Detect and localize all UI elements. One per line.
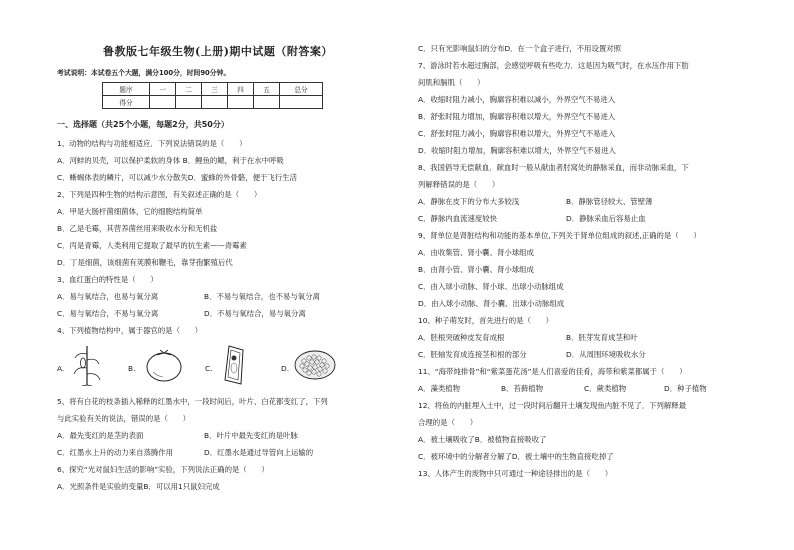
option-line: D．不易与氧结合，易与氧分离 — [204, 309, 306, 318]
figure-label: A. — [57, 364, 65, 373]
question-line: 5、将有白花的枝条插入稀释的红墨水中，一段时间后，叶片、白花都变红了，下列 — [57, 397, 328, 406]
score-table-score-row — [103, 96, 323, 109]
option-line: A．河蚌的贝壳，可以保护柔软的身体 B．鲤鱼的鳃，利于在水中呼吸 — [57, 156, 284, 165]
option-line: A．易与氧结合，也易与氧分离 — [57, 292, 159, 301]
option-line: C．易与氧结合，不易与氧分离 — [57, 309, 159, 318]
question-line: 4、下列植物结构中，属于器官的是（ ） — [57, 326, 203, 335]
option-line: B．乙是毛霉，其营养菌丝用来吸收水分和无机盐 — [57, 224, 218, 233]
question-line: 2、下列是四种生物的结构示意图，有关叙述正确的是（ ） — [57, 190, 262, 199]
question-line: 10、种子萌发时，首先进行的是（ ） — [418, 316, 554, 325]
question-line: 3、血红蛋白的特性是（ ） — [57, 275, 158, 284]
option-line: D．静脉采血后容易止血 — [566, 214, 646, 223]
score-cell-empty — [202, 96, 228, 109]
question-line: 9、肾单位是肾脏结构和功能的基本单位,下列关于肾单位组成的叙述,正确的是（ ） — [418, 231, 701, 240]
option-line: C．被环境中的分解者分解了D．被土壤中的生物直接吃掉了 — [418, 452, 614, 461]
option-line: A．被土壤吸收了B．被植物直接吸收了 — [418, 435, 547, 444]
option-line: D．由入球小动脉、肾小囊、出球小动脉组成 — [418, 299, 565, 308]
option-line: B．胚芽发育成茎和叶 — [566, 333, 638, 342]
score-cell-empty — [150, 96, 176, 109]
option-line: C．蕨类植物 — [584, 384, 627, 393]
option-line: B．舒张时阻力增加，胸廓容积难以增大，外界空气不易进入 — [418, 112, 616, 121]
question-line: 8、我国倡导无偿献血．献血时一般从献血者肘窝处的静脉采血，而非动脉采血，下 — [418, 163, 689, 172]
option-line: C．静脉内血流速度较快 — [418, 214, 498, 223]
question-line: 1、动物的结构与功能相适应．下列说法错误的是（ ） — [57, 139, 247, 148]
option-line: A．最先变红的是茎的表面 — [57, 431, 144, 440]
score-cell: 得分 — [103, 96, 150, 109]
score-cell-empty — [176, 96, 202, 109]
section-heading: 一、选择题（共25个小题，每题2分，共50分） — [57, 120, 229, 129]
score-cell: 二 — [176, 83, 202, 96]
option-line: A．胚根突破种皮发育成根 — [418, 333, 505, 342]
option-line: D．收缩时阻力增加，胸廓容积难以增大，外界空气不易进入 — [418, 146, 616, 155]
figure-label: C. — [205, 364, 213, 373]
option-line: A．甲是大肠杆菌细菌体，它的细胞结构简单 — [57, 207, 203, 216]
score-table-header-row — [103, 83, 323, 96]
option-line: D．红墨水是通过导管向上运输的 — [204, 448, 314, 457]
question-line: 列解释错误的是（ ） — [418, 180, 500, 189]
option-line: B．叶片中最先变红的是叶脉 — [204, 431, 298, 440]
question-line: 与此实验有关的说法，错误的是（ ） — [57, 414, 191, 423]
score-table — [102, 82, 323, 109]
question-line: 12、将鱼的内脏埋入土中，过一段时间后翻开土壤发现鱼内脏不见了．下列解释最 — [418, 401, 687, 410]
score-cell: 四 — [228, 83, 254, 96]
option-line: A．光照条件是实验的变量B．可以用1只鼠妇完成 — [57, 482, 220, 491]
score-cell: 三 — [202, 83, 228, 96]
option-line: C．由入球小动脉、肾小球、出球小动脉组成 — [418, 282, 564, 291]
score-cell-empty — [228, 96, 254, 109]
option-line: C．蜥蜴体表的鳞片，可以减少水分散失D．蜜蜂的外骨骼，便于飞行生活 — [57, 173, 297, 182]
option-line: A．收缩时阻力减小，胸廓容积难以减小，外界空气不易进入 — [418, 95, 616, 104]
score-cell: 五 — [254, 83, 280, 96]
question-line: 间肌和膈肌（ ） — [418, 78, 485, 87]
option-line: A．藻类植物 — [418, 384, 461, 393]
exam-title: 鲁教版七年级生物(上册)期中试题（附答案） — [103, 45, 333, 58]
exam-instructions: 考试说明：本试卷五个大题，满分100分，时间90分钟。 — [57, 69, 231, 77]
question-line: 13、人体产生的废物中只可通过一种途径排出的是（ ） — [418, 469, 613, 478]
option-line: D．从周围环境吸收水分 — [566, 350, 646, 359]
option-line: C．红墨水上升的动力来自蒸腾作用 — [57, 448, 174, 457]
figure-label: B. — [128, 364, 136, 373]
option-line: A．由收集管、肾小囊、肾小球组成 — [418, 248, 534, 257]
tomato-figure — [145, 348, 183, 382]
option-line: C．丙是青霉，人类利用它提取了最早的抗生素——青霉素 — [57, 241, 247, 250]
option-line: C．只有光影响鼠妇的分布D．在一个盒子进行，不用设置对照 — [418, 44, 622, 53]
option-line: B．苔藓植物 — [501, 384, 544, 393]
score-cell: 题序 — [103, 83, 150, 96]
option-line: B．静脉管径较大、管壁薄 — [566, 197, 653, 206]
question-line: 11、“海带炖排骨”和“紫菜蛋花汤”是人们喜爱的佳肴，海带和紫菜都属于（ ） — [418, 367, 687, 376]
cell-tissue-figure — [294, 350, 336, 380]
score-cell: 总分 — [280, 83, 323, 96]
question-line: 合理的是（ ） — [418, 418, 478, 427]
question-line: 6、探究“光对鼠妇生活的影响”实验，下列说法正确的是（ ） — [57, 465, 269, 474]
option-line: D．种子植物 — [664, 384, 707, 393]
option-line: C．胚轴发育成连接茎和根的部分 — [418, 350, 527, 359]
figure-label: D. — [281, 364, 290, 373]
option-line: D．丁是细菌，该细菌有荚膜和鞭毛，靠芽孢繁殖后代 — [57, 258, 233, 267]
score-cell-empty — [254, 96, 280, 109]
corn-plant-figure — [72, 344, 102, 386]
score-cell: 一 — [150, 83, 176, 96]
option-line: B．由肾小管、肾小囊、肾小球组成 — [418, 265, 534, 274]
option-line: A．静脉在皮下的分布大多较浅 — [418, 197, 520, 206]
score-cell-empty — [280, 96, 323, 109]
option-line: B．不易与氧结合，也不易与氧分离 — [204, 292, 320, 301]
question-line: 7、游泳时若水超过胸部，会感觉呼吸有些吃力．这是因为吸气时，在水压作用下肋 — [418, 61, 689, 70]
option-line: C．舒张时阻力减小，胸廓容积难以增大，外界空气不易进入 — [418, 129, 616, 138]
plant-cell-figure — [219, 344, 249, 386]
